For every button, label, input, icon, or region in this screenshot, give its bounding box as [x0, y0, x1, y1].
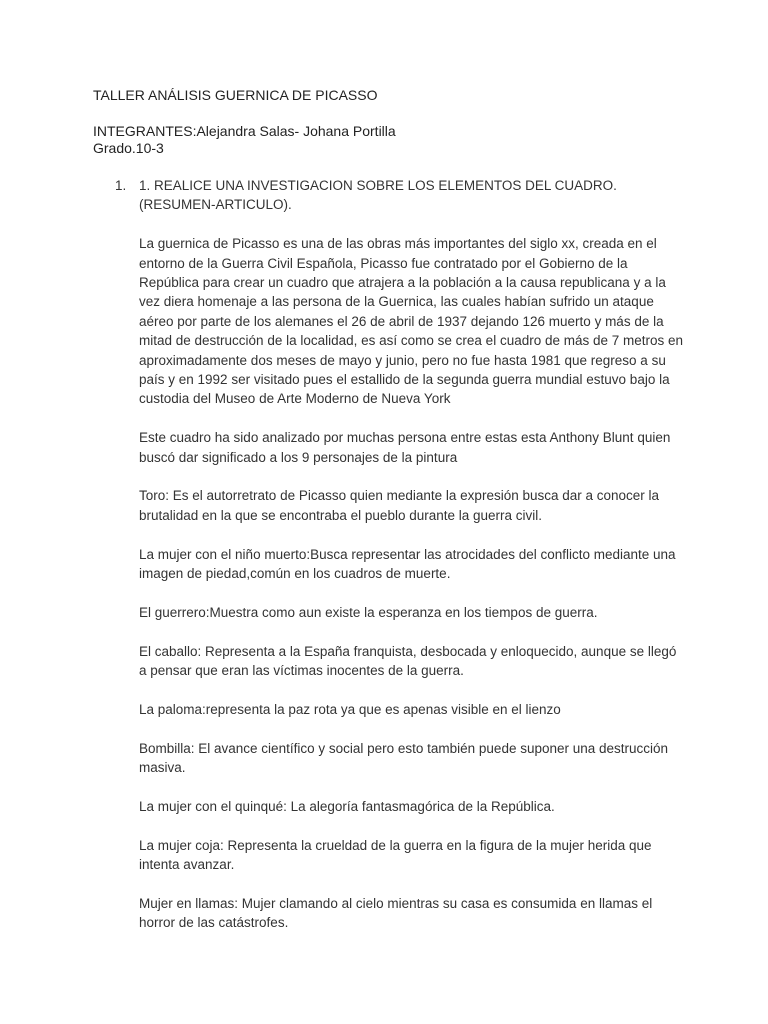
paragraph-caballo: El caballo: Representa a la España franquista, desbocada y enloquecido, aunque se llegó a pensar que eran las víctimas inocentes de la guerra.: [139, 643, 677, 679]
paragraph-guerrero: El guerrero:Muestra como aun existe la esperanza en los tiempos de guerra.: [139, 604, 598, 620]
paragraph-mujer-nino: La mujer con el niño muerto:Busca representar las atrocidades del conflicto mediante una imagen de piedad,común en los cuadros de muerte.: [139, 546, 676, 582]
paragraph-mujer-llamas: Mujer en llamas: Mujer clamando al cielo mientras su casa es consumida en llamas el horror de las catástrofes.: [139, 895, 653, 931]
list-item-content: [139, 176, 684, 952]
members-line: INTEGRANTES:Alejandra Salas- Johana Portilla: [93, 123, 396, 139]
paragraph-quinque: La mujer con el quinqué: La alegoría fantasmagórica de la República.: [139, 798, 555, 814]
paragraph-bombilla: Bombilla: El avance científico y social pero esto también puede suponer una destrucción masiva.: [139, 740, 669, 776]
paragraph-toro: Toro: Es el autorretrato de Picasso quien mediante la expresión busca dar a conocer la brutalidad en la que se encontraba el pueblo durante la guerra civil.: [139, 488, 660, 523]
paragraph-analysis: Este cuadro ha sido analizado por muchas persona entre estas esta Anthony Blunt quien buscó dar significado a los 9 personajes de la pintura: [139, 430, 671, 465]
grade-line: Grado.10-3: [93, 140, 164, 156]
list-item-number: 1.: [115, 178, 127, 193]
paragraph-mujer-coja: La mujer coja: Representa la crueldad de la guerra en la figura de la mujer herida que intenta avanzar.: [139, 837, 652, 873]
question-text: 1. REALICE UNA INVESTIGACION SOBRE LOS ELEMENTOS DEL CUADRO. (RESUMEN-ARTICULO).: [139, 178, 617, 213]
paragraph-intro: La guernica de Picasso es una de las obras más importantes del siglo xx, creada en el entorno de la Guerra Civil Española, Picasso fue contratado por el Gobierno de la República para crear un cuadro que atrajera a la población a la causa republicana y a la vez diera homenaje a las persona de la Guernica, las cuales habían sufrido un ataque aéreo por parte de los alemanes el 26 de abril de 1937 dejando 126 muerto y más de la mitad de destrucción de la localidad, es así como se crea el cuadro de más de 7 metros en aproximadamente dos meses de mayo y junio, pero no fue hasta 1981 que regreso a su país y en 1992 ser visitado pues el estallido de la segunda guerra mundial estuvo bajo la custodia del Museo de Arte Moderno de Nueva York: [139, 236, 684, 407]
paragraph-paloma: La paloma:representa la paz rota ya que es apenas visible en el lienzo: [139, 701, 561, 717]
document-title: TALLER ANÁLISIS GUERNICA DE PICASSO: [93, 87, 378, 103]
